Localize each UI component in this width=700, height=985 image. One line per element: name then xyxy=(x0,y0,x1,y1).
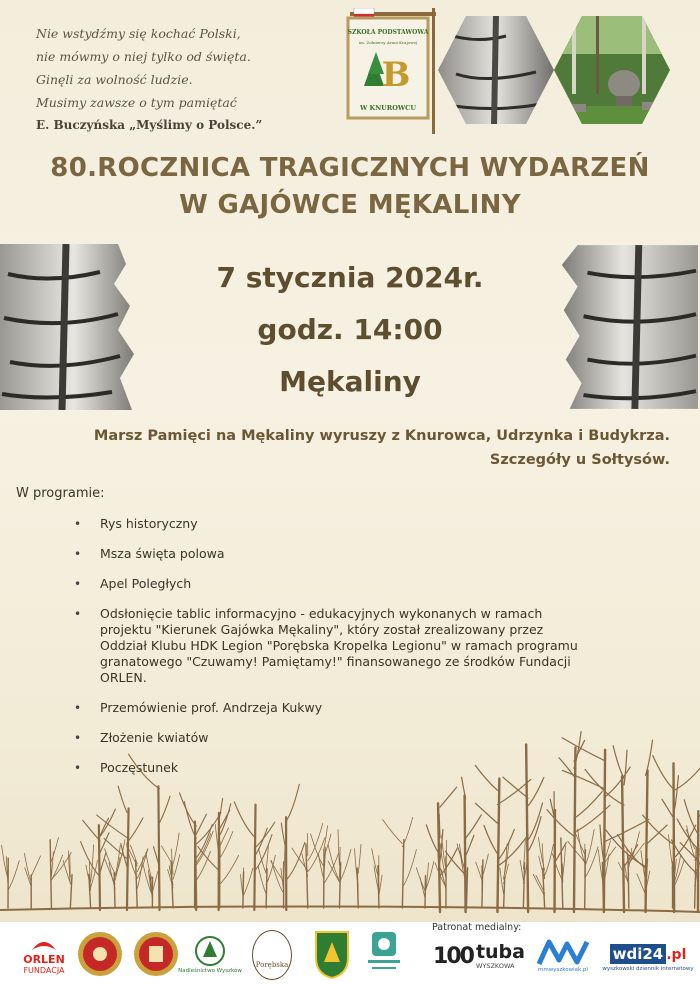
title-line1: 80.ROCZNICA TRAGICZNYCH WYDARZEŃ xyxy=(50,153,650,183)
birch-trunk-left-image xyxy=(0,244,150,410)
list-item: • Poczęstunek xyxy=(74,760,179,775)
list-item: • Przemówienie prof. Andrzeja Kukwy xyxy=(74,700,323,715)
sponsor-logos-bar xyxy=(0,922,700,985)
poem-line: Nie wstydźmy się kochać Polski, xyxy=(36,26,241,41)
porebska-text: Porębska xyxy=(255,961,289,969)
poem-line: nie mówmy o niej tylko od święta. xyxy=(36,49,251,64)
banner-letter-b: B xyxy=(381,55,411,95)
forest-service-icon xyxy=(194,935,226,967)
bullet-icon: • xyxy=(74,731,82,745)
nadlesnictwo-text: Nadleśnictwo Wyszków xyxy=(178,968,242,974)
orlen-fundacja-logo xyxy=(16,928,72,980)
wdi-tld: .pl xyxy=(666,946,687,963)
sport-center-logo xyxy=(364,930,404,978)
event-date: 7 stycznia 2024r. xyxy=(216,261,484,294)
page-title xyxy=(0,150,700,224)
orlen-bottom-text: FUNDACJA xyxy=(23,966,65,975)
list-item: • Apel Poległych xyxy=(74,576,192,591)
mw-site: mmwyszkowiak.pl xyxy=(538,967,588,973)
bullet-icon: • xyxy=(74,607,82,621)
banner-line3: W KNUROWCU xyxy=(359,104,417,112)
bullet-icon: • xyxy=(74,761,82,775)
list-item: • Odsłonięcie tablic informacyjno - edukacyjnych wykonanych w ramach projektu "Kierunek Gajówka Mękaliny", który został zrealizowany przez Oddział Klubu HDK Legion "Porębska Kropelka Legionu" w ramach programu granatowego "Czuwamy! Pamiętamy!" finansowanego ze środków Fundacji ORLEN. xyxy=(74,606,578,685)
tuba-name: tuba xyxy=(475,941,525,963)
media-patron-label: Patronat medialny: xyxy=(432,922,522,933)
poem-line: Ginęli za wolność ludzie. xyxy=(36,72,193,87)
bullet-icon: • xyxy=(74,701,82,715)
legion-badge-logo xyxy=(132,930,180,978)
tuba-wyszkowa-logo xyxy=(432,934,526,978)
birch-trunk-right-image xyxy=(548,244,698,410)
bullet-icon: • xyxy=(74,517,82,531)
wdi-name: wdi24 xyxy=(610,944,667,964)
bullet-icon: • xyxy=(74,577,82,591)
nadlesnictwo-logo xyxy=(178,928,242,982)
event-place: Mękaliny xyxy=(279,365,421,398)
march-line2: Szczegóły u Sołtysów. xyxy=(489,452,670,468)
memorial-hexagon-photo xyxy=(552,14,672,126)
program-heading: W programie: xyxy=(16,486,105,501)
orlen-top-text: ORLEN xyxy=(23,953,65,966)
forest-illustration xyxy=(0,730,700,920)
list-item: • Rys historyczny xyxy=(74,516,198,531)
bullet-icon: • xyxy=(74,547,82,561)
poem-author: E. Buczyńska „Myślimy o Polsce.” xyxy=(36,118,263,132)
porebska-logo xyxy=(252,930,292,980)
tuba-sub: WYSZKOWA xyxy=(475,962,515,970)
poem-line: Musimy zawsze o tym pamiętać xyxy=(36,95,237,110)
title-line2: W GAJÓWCE MĘKALINY xyxy=(179,190,521,220)
march-line1: Marsz Pamięci na Mękaliny wyruszy z Knurowca, Udrzynka i Budykrza. xyxy=(93,428,670,444)
orlen-eagle-icon xyxy=(30,932,58,954)
event-time: godz. 14:00 xyxy=(257,313,443,346)
march-info xyxy=(24,424,670,472)
wdi24-logo xyxy=(600,938,696,978)
poem-quote xyxy=(36,22,336,137)
hdk-badge-logo xyxy=(76,930,124,978)
school-banner-image xyxy=(344,8,440,134)
mw-logo xyxy=(532,932,594,980)
banner-line1: SZKOŁA PODSTAWOWA xyxy=(347,29,429,36)
list-item: • Msza święta polowa xyxy=(74,546,225,561)
tuba-number: 100 xyxy=(433,943,473,969)
mw-mark-icon xyxy=(537,938,589,966)
banner-line2: im. Żołnierzy Armii Krajowej xyxy=(358,40,418,45)
birch-hexagon-photo xyxy=(436,14,556,126)
list-item: • Złożenie kwiatów xyxy=(74,730,209,745)
event-info xyxy=(160,252,540,408)
municipality-coat-of-arms xyxy=(312,926,352,980)
wdi-sub: wyszkowski dziennik internetowy xyxy=(602,965,694,972)
